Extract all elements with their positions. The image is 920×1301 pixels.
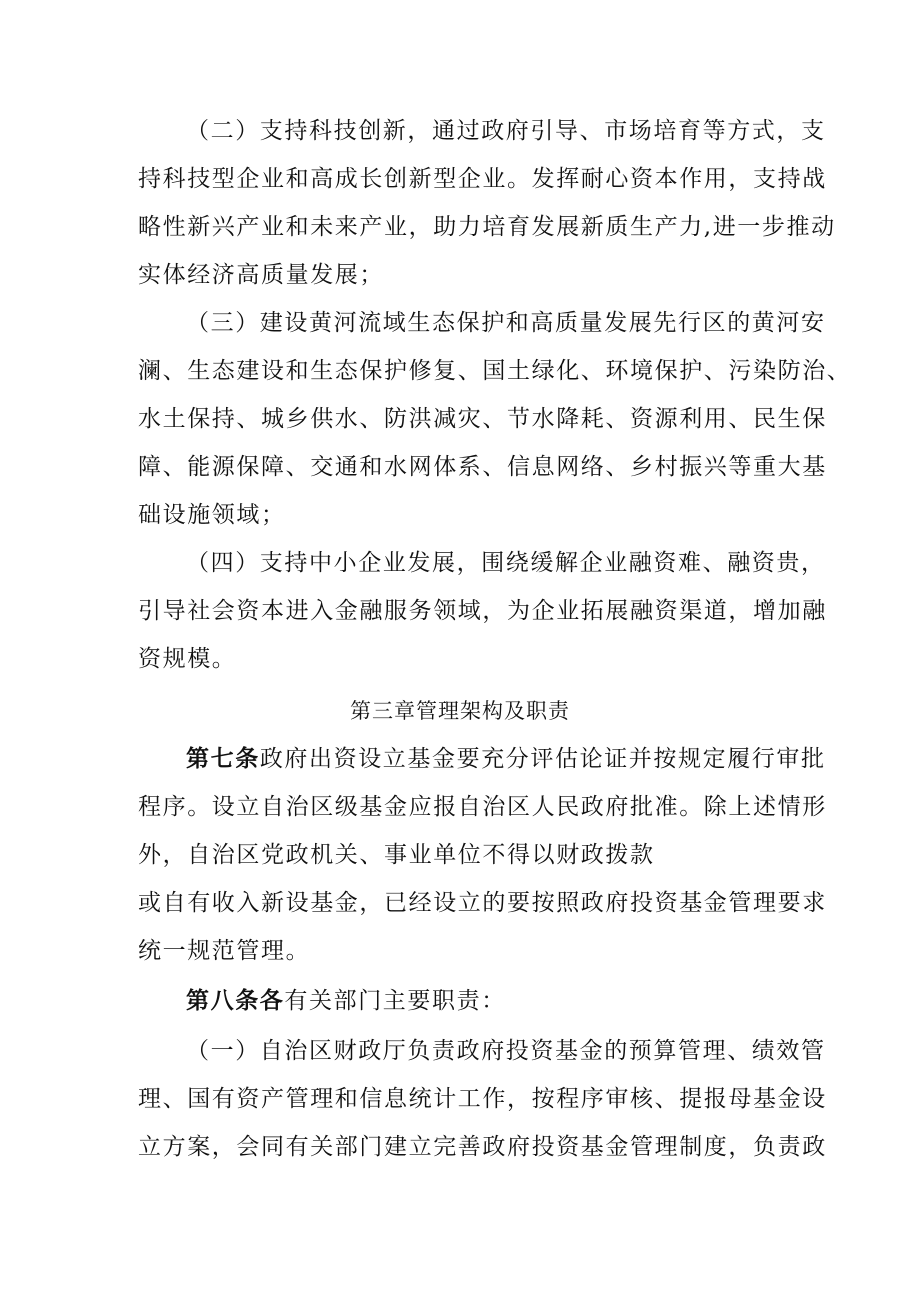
- paragraph-line: （二）支持科技创新，通过政府引导、市场培育等方式，支: [186, 118, 826, 144]
- paragraph-line: （一）自治区财政厅负责政府投资基金的预算管理、绩效管: [186, 1038, 826, 1064]
- paragraph-line: 持科技型企业和高成长创新型企业。发挥耐心资本作用，支持战: [138, 166, 827, 192]
- article-8-label: 第八条各: [186, 987, 285, 1014]
- article-7-line: [186, 744, 826, 774]
- paragraph-line: 础设施领域；: [138, 502, 286, 528]
- paragraph-line: 程序。设立自治区级基金应报自治区人民政府批准。除上述情形: [138, 794, 827, 820]
- paragraph-line: 水土保持、城乡供水、防洪减灾、节水降耗、资源利用、民生保: [138, 406, 827, 432]
- paragraph-line: 理、国有资产管理和信息统计工作，按程序审核、提报母基金设: [138, 1086, 827, 1112]
- paragraph-line: 统一规范管理。: [138, 938, 311, 964]
- article-8-text: 有关部门主要职责：: [284, 988, 506, 1014]
- paragraph-line: 立方案，会同有关部门建立完善政府投资基金管理制度，负责政: [138, 1134, 827, 1160]
- paragraph-line: 资规模。: [138, 646, 237, 672]
- article-8-line: [186, 986, 506, 1016]
- paragraph-line: 实体经济高质量发展；: [138, 262, 384, 288]
- paragraph-line: 或自有收入新设基金，已经设立的要按照政府投资基金管理要求: [138, 890, 827, 916]
- paragraph-line: 障、能源保障、交通和水网体系、信息网络、乡村振兴等重大基: [138, 454, 827, 480]
- chapter-heading: 第三章管理架构及职责: [350, 699, 570, 723]
- paragraph-line: 引导社会资本进入金融服务领域，为企业拓展融资渠道，增加融: [138, 598, 827, 624]
- paragraph-line: （三）建设黄河流域生态保护和高质量发展先行区的黄河安: [186, 310, 826, 336]
- article-7-text: 政府出资设立基金要充分评估论证并按规定履行审批: [259, 746, 826, 772]
- article-7-label: 第七条: [186, 745, 260, 772]
- paragraph-line: 澜、生态建设和生态保护修复、国土绿化、环境保护、污染防治、: [138, 358, 852, 384]
- paragraph-line: 略性新兴产业和未来产业，助力培育发展新质生产力,进一步推动: [138, 214, 836, 240]
- paragraph-line: （四）支持中小企业发展，围绕缓解企业融资难、融资贵，: [186, 550, 826, 576]
- paragraph-line: 外，自治区党政机关、事业单位不得以财政拨款: [138, 842, 655, 868]
